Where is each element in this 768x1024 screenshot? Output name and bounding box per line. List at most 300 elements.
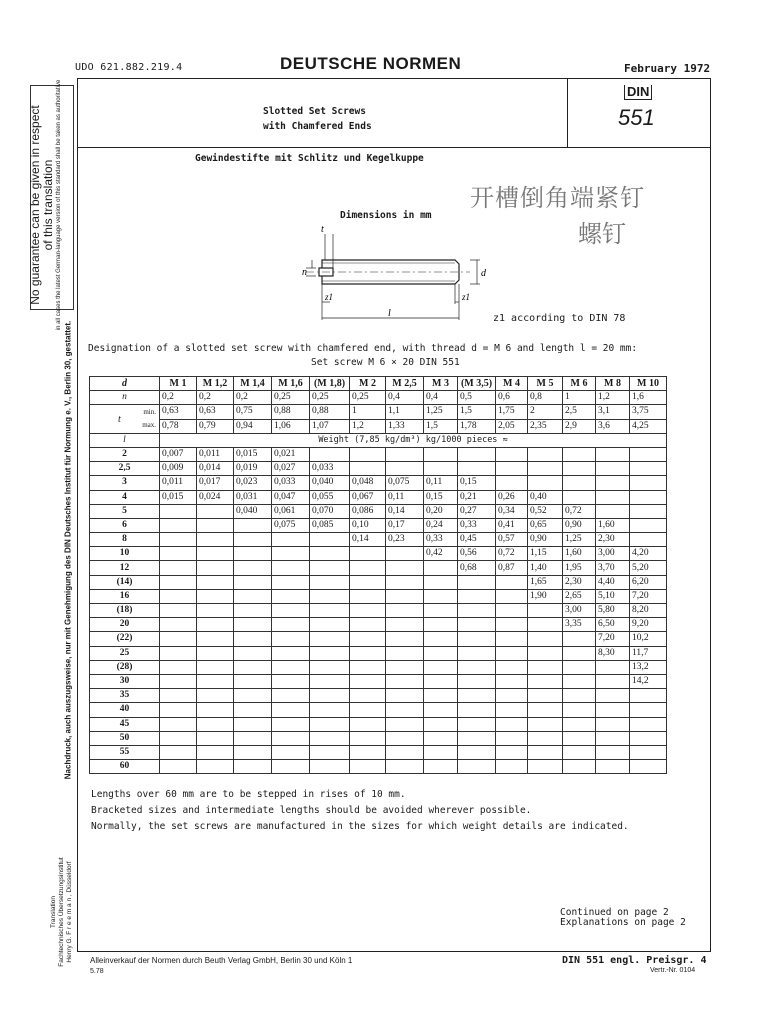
weight-cell — [197, 703, 234, 717]
weight-cell: 10,2 — [630, 632, 667, 646]
weight-cell — [160, 504, 197, 518]
table-cell: 0,4 — [424, 391, 458, 405]
dimensions-title: Dimensions in mm — [340, 210, 432, 221]
weight-cell — [630, 504, 667, 518]
weight-cell — [386, 589, 424, 603]
weight-cell: 7,20 — [596, 632, 630, 646]
weight-cell: 6,20 — [630, 575, 667, 589]
weight-cell — [386, 760, 424, 774]
weight-cell: 3,70 — [596, 561, 630, 575]
label-t: t — [321, 224, 324, 235]
weight-cell — [528, 703, 563, 717]
length-cell: 6 — [90, 518, 160, 532]
weight-cell — [596, 760, 630, 774]
weight-cell: 0,017 — [197, 476, 234, 490]
table-row — [90, 618, 667, 632]
brand-title: DEUTSCHE NORMEN — [280, 54, 462, 73]
weight-cell: 0,015 — [234, 447, 272, 461]
weight-cell: 13,2 — [630, 660, 667, 674]
table-cell: 4,25 — [630, 419, 667, 433]
weight-cell: 0,085 — [310, 518, 350, 532]
note-2: Bracketed sizes and intermediate lengths should be avoided wherever possible. — [91, 805, 532, 816]
footer-vert-number: Vertr.-Nr. 0104 — [650, 967, 696, 974]
weight-cell: 0,33 — [458, 518, 496, 532]
weight-cell: 0,055 — [310, 490, 350, 504]
weight-cell: 0,047 — [272, 490, 310, 504]
weight-cell — [310, 561, 350, 575]
weight-cell — [350, 547, 386, 561]
weight-cell: 0,075 — [386, 476, 424, 490]
weight-cell — [310, 447, 350, 461]
weight-cell — [596, 674, 630, 688]
weight-cell — [310, 632, 350, 646]
handwritten-note-line2: 螺钉 — [578, 220, 626, 248]
weight-cell — [197, 674, 234, 688]
weight-cell — [234, 618, 272, 632]
weight-cell: 0,15 — [458, 476, 496, 490]
weight-cell — [160, 745, 197, 759]
size-header: M 2 — [350, 377, 386, 391]
weight-cell: 0,033 — [310, 462, 350, 476]
weight-cell — [350, 604, 386, 618]
weight-cell — [160, 575, 197, 589]
weight-cell — [310, 589, 350, 603]
table-row — [90, 476, 667, 490]
weight-cell — [160, 632, 197, 646]
size-header: M 10 — [630, 377, 667, 391]
weight-cell — [496, 674, 528, 688]
weight-cell: 11,7 — [630, 646, 667, 660]
length-cell: (18) — [90, 604, 160, 618]
table-row-weight-header — [90, 433, 667, 447]
table-row — [90, 447, 667, 461]
table-row — [90, 717, 667, 731]
weight-cell: 3,00 — [563, 604, 596, 618]
weight-cell — [563, 646, 596, 660]
table-row-tmin — [90, 405, 667, 419]
weight-cell: 0,023 — [234, 476, 272, 490]
table-cell: 0,6 — [496, 391, 528, 405]
weight-cell: 9,20 — [630, 618, 667, 632]
guarantee-line2: of this translation — [41, 159, 55, 251]
standard-title-line1: Slotted Set Screws — [263, 106, 366, 117]
weight-cell — [528, 462, 563, 476]
weight-cell — [197, 533, 234, 547]
table-row — [90, 561, 667, 575]
weight-cell — [272, 717, 310, 731]
weight-cell — [458, 660, 496, 674]
table-cell: 0,8 — [528, 391, 563, 405]
table-cell: 1,2 — [596, 391, 630, 405]
weight-cell — [234, 660, 272, 674]
table-cell: 0,2 — [234, 391, 272, 405]
weight-cell — [160, 533, 197, 547]
weight-cell: 0,024 — [197, 490, 234, 504]
table-cell: 1,1 — [386, 405, 424, 419]
weight-cell — [197, 604, 234, 618]
table-row — [90, 575, 667, 589]
weight-cell — [458, 604, 496, 618]
weight-cell — [424, 632, 458, 646]
weight-cell — [630, 689, 667, 703]
weight-cell — [596, 703, 630, 717]
weight-cell — [160, 689, 197, 703]
weight-cell: 0,027 — [272, 462, 310, 476]
guarantee-notice — [29, 80, 63, 330]
size-header: M 8 — [596, 377, 630, 391]
weight-cell — [197, 618, 234, 632]
weight-cell: 1,60 — [563, 547, 596, 561]
table-cell: 0,25 — [310, 391, 350, 405]
weight-cell — [272, 533, 310, 547]
weight-cell: 0,061 — [272, 504, 310, 518]
weight-cell: 0,031 — [234, 490, 272, 504]
weight-cell — [424, 646, 458, 660]
weight-cell — [197, 632, 234, 646]
length-cell: (22) — [90, 632, 160, 646]
weight-cell — [160, 717, 197, 731]
size-header: M 1,6 — [272, 377, 310, 391]
weight-cell — [350, 745, 386, 759]
label-t-text: t — [118, 413, 121, 425]
weight-cell: 5,10 — [596, 589, 630, 603]
weight-cell — [197, 504, 234, 518]
weight-cell — [234, 689, 272, 703]
table-row — [90, 490, 667, 504]
weight-cell — [350, 660, 386, 674]
weight-cell: 0,65 — [528, 518, 563, 532]
weight-cell — [458, 703, 496, 717]
row-label-l: l — [90, 433, 160, 447]
designation-text: Designation of a slotted set screw with chamfered end, with thread d = M 6 and length l = 20 mm: — [88, 343, 638, 354]
table-cell: 1,5 — [424, 419, 458, 433]
weight-cell — [563, 703, 596, 717]
weight-header: Weight (7,85 kg/dm³) kg/1000 pieces ≈ — [160, 433, 667, 447]
table-cell: 3,6 — [596, 419, 630, 433]
weight-cell — [272, 731, 310, 745]
weight-cell — [630, 760, 667, 774]
weight-cell — [424, 604, 458, 618]
weight-cell: 0,048 — [350, 476, 386, 490]
weight-cell: 2,30 — [596, 533, 630, 547]
table-cell: 0,25 — [350, 391, 386, 405]
weight-cell — [458, 760, 496, 774]
length-cell: 25 — [90, 646, 160, 660]
weight-cell: 0,019 — [234, 462, 272, 476]
weight-cell — [350, 717, 386, 731]
weight-cell — [310, 660, 350, 674]
weight-cell: 0,067 — [350, 490, 386, 504]
weight-cell — [563, 760, 596, 774]
weight-cell — [234, 703, 272, 717]
size-header: M 6 — [563, 377, 596, 391]
weight-cell — [310, 547, 350, 561]
table-row — [90, 703, 667, 717]
table-header-row — [90, 377, 667, 391]
weight-cell — [458, 674, 496, 688]
weight-cell — [630, 447, 667, 461]
label-min: min. — [143, 408, 156, 417]
weight-cell — [630, 476, 667, 490]
weight-cell: 0,72 — [563, 504, 596, 518]
table-row-tmax — [90, 419, 667, 433]
weight-cell — [496, 745, 528, 759]
weight-cell — [234, 646, 272, 660]
weight-cell — [528, 618, 563, 632]
weight-cell: 0,009 — [160, 462, 197, 476]
weight-cell: 0,007 — [160, 447, 197, 461]
weight-cell — [160, 674, 197, 688]
weight-cell: 0,17 — [386, 518, 424, 532]
length-cell: 40 — [90, 703, 160, 717]
table-cell: 0,78 — [160, 419, 197, 433]
weight-cell — [386, 575, 424, 589]
weight-cell: 0,014 — [197, 462, 234, 476]
length-cell: 30 — [90, 674, 160, 688]
weight-cell — [350, 632, 386, 646]
weight-cell: 2,30 — [563, 575, 596, 589]
weight-cell — [496, 703, 528, 717]
table-cell: 0,2 — [197, 391, 234, 405]
weight-cell — [596, 660, 630, 674]
weight-cell — [424, 660, 458, 674]
weight-cell — [596, 462, 630, 476]
weight-cell — [528, 632, 563, 646]
weight-cell — [197, 660, 234, 674]
table-cell: 1,6 — [630, 391, 667, 405]
weight-cell: 1,90 — [528, 589, 563, 603]
table-cell: 1,06 — [272, 419, 310, 433]
weight-cell — [386, 604, 424, 618]
weight-cell — [563, 674, 596, 688]
table-cell: 1,07 — [310, 419, 350, 433]
dimensions-table — [89, 376, 667, 774]
weight-cell — [458, 575, 496, 589]
weight-cell: 0,20 — [424, 504, 458, 518]
weight-cell — [596, 717, 630, 731]
weight-cell — [160, 604, 197, 618]
weight-cell: 0,21 — [458, 490, 496, 504]
weight-cell — [386, 462, 424, 476]
table-row — [90, 674, 667, 688]
weight-cell — [197, 547, 234, 561]
table-cell: 1,33 — [386, 419, 424, 433]
weight-cell: 0,11 — [386, 490, 424, 504]
weight-cell — [310, 717, 350, 731]
weight-cell: 6,50 — [596, 618, 630, 632]
weight-cell: 14,2 — [630, 674, 667, 688]
weight-cell — [630, 518, 667, 532]
weight-cell: 0,040 — [310, 476, 350, 490]
weight-cell: 0,33 — [424, 533, 458, 547]
weight-cell — [350, 703, 386, 717]
table-cell: 2,05 — [496, 419, 528, 433]
size-header: M 3 — [424, 377, 458, 391]
table-row — [90, 504, 667, 518]
size-header: M 2,5 — [386, 377, 424, 391]
weight-cell: 1,40 — [528, 561, 563, 575]
weight-cell: 0,14 — [350, 533, 386, 547]
weight-cell — [272, 646, 310, 660]
weight-cell — [160, 618, 197, 632]
weight-cell — [197, 518, 234, 532]
weight-cell: 7,20 — [630, 589, 667, 603]
weight-cell — [350, 674, 386, 688]
table-cell: 1,78 — [458, 419, 496, 433]
size-header: M 4 — [496, 377, 528, 391]
weight-cell: 0,68 — [458, 561, 496, 575]
weight-cell: 0,070 — [310, 504, 350, 518]
weight-cell: 0,87 — [496, 561, 528, 575]
weight-cell: 0,015 — [160, 490, 197, 504]
weight-cell: 0,90 — [528, 533, 563, 547]
german-title: Gewindestifte mit Schlitz und Kegelkuppe — [195, 153, 424, 164]
weight-cell — [386, 674, 424, 688]
length-cell: 16 — [90, 589, 160, 603]
weight-cell: 3,00 — [596, 547, 630, 561]
table-row — [90, 632, 667, 646]
guarantee-small: in all cases the latest German-language version of this standard shall be taken as authoritative — [56, 79, 62, 331]
weight-cell — [528, 717, 563, 731]
weight-cell — [272, 618, 310, 632]
table-row — [90, 660, 667, 674]
weight-cell: 1,95 — [563, 561, 596, 575]
weight-cell — [197, 589, 234, 603]
weight-cell — [350, 462, 386, 476]
weight-cell — [350, 589, 386, 603]
weight-cell — [528, 660, 563, 674]
row-label-d: d — [90, 377, 160, 391]
weight-cell — [310, 575, 350, 589]
weight-cell — [496, 604, 528, 618]
weight-cell — [234, 575, 272, 589]
weight-cell — [563, 447, 596, 461]
designation-example: Set screw M 6 × 20 DIN 551 — [311, 357, 460, 368]
weight-cell — [424, 731, 458, 745]
translation-credit — [50, 857, 74, 966]
table-cell: 2 — [528, 405, 563, 419]
weight-cell — [458, 717, 496, 731]
weight-cell — [596, 745, 630, 759]
weight-cell — [596, 490, 630, 504]
weight-cell: 4,40 — [596, 575, 630, 589]
weight-cell — [386, 447, 424, 461]
weight-cell: 0,021 — [272, 447, 310, 461]
table-cell: 2,5 — [563, 405, 596, 419]
size-header: M 1 — [160, 377, 197, 391]
length-cell: 2 — [90, 447, 160, 461]
weight-cell — [272, 745, 310, 759]
weight-cell: 1,15 — [528, 547, 563, 561]
weight-cell — [496, 447, 528, 461]
weight-cell: 0,011 — [160, 476, 197, 490]
weight-cell — [458, 462, 496, 476]
weight-cell: 0,90 — [563, 518, 596, 532]
weight-cell — [350, 575, 386, 589]
weight-cell — [272, 561, 310, 575]
weight-cell — [458, 632, 496, 646]
weight-cell — [630, 703, 667, 717]
weight-cell — [563, 490, 596, 504]
weight-cell — [458, 618, 496, 632]
length-cell: 50 — [90, 731, 160, 745]
weight-cell — [386, 646, 424, 660]
weight-cell — [424, 674, 458, 688]
weight-cell — [528, 447, 563, 461]
length-cell: 20 — [90, 618, 160, 632]
length-cell: 12 — [90, 561, 160, 575]
length-cell: (14) — [90, 575, 160, 589]
weight-cell — [630, 462, 667, 476]
weight-cell — [496, 717, 528, 731]
label-z1-right: z1 — [462, 292, 471, 302]
weight-cell — [563, 660, 596, 674]
weight-cell — [234, 533, 272, 547]
weight-cell — [386, 547, 424, 561]
footer-sales: Alleinverkauf der Normen durch Beuth Verlag GmbH, Berlin 30 und Köln 1 — [90, 956, 353, 965]
length-cell: 45 — [90, 717, 160, 731]
weight-cell: 0,57 — [496, 533, 528, 547]
weight-cell — [386, 660, 424, 674]
explanations-note: Explanations on page 2 — [560, 917, 686, 928]
weight-cell — [563, 717, 596, 731]
weight-cell — [197, 646, 234, 660]
weight-cell — [310, 618, 350, 632]
note-3: Normally, the set screws are manufactured in the sizes for which weight details are indicated. — [91, 821, 629, 832]
z1-note: z1 according to DIN 78 — [493, 313, 626, 324]
weight-cell — [496, 689, 528, 703]
weight-cell — [563, 689, 596, 703]
table-cell: 2,9 — [563, 419, 596, 433]
table-cell: 1,25 — [424, 405, 458, 419]
weight-cell — [197, 689, 234, 703]
weight-cell — [596, 447, 630, 461]
weight-cell — [386, 717, 424, 731]
weight-cell — [197, 561, 234, 575]
weight-cell — [528, 646, 563, 660]
weight-cell — [563, 632, 596, 646]
weight-cell: 0,14 — [386, 504, 424, 518]
length-cell: 2,5 — [90, 462, 160, 476]
weight-cell — [496, 660, 528, 674]
weight-cell — [160, 646, 197, 660]
footer-din-ref: DIN 551 engl. Preisgr. 4 — [562, 955, 707, 966]
weight-cell: 8,30 — [596, 646, 630, 660]
weight-cell — [160, 660, 197, 674]
weight-cell — [386, 703, 424, 717]
weight-cell — [458, 447, 496, 461]
size-header: M 1,2 — [197, 377, 234, 391]
size-header: M 5 — [528, 377, 563, 391]
translation-line1: Translation — [50, 896, 57, 928]
weight-cell — [424, 703, 458, 717]
weight-cell — [563, 731, 596, 745]
weight-cell — [496, 618, 528, 632]
weight-cell — [596, 689, 630, 703]
weight-cell — [496, 632, 528, 646]
weight-cell: 0,040 — [234, 504, 272, 518]
footer-code: 5.78 — [90, 968, 104, 975]
table-row — [90, 589, 667, 603]
weight-cell — [350, 447, 386, 461]
weight-cell: 0,086 — [350, 504, 386, 518]
weight-cell — [234, 547, 272, 561]
table-cell: 0,63 — [160, 405, 197, 419]
label-l: l — [388, 308, 391, 319]
weight-cell — [496, 589, 528, 603]
weight-cell — [197, 760, 234, 774]
weight-cell: 5,80 — [596, 604, 630, 618]
